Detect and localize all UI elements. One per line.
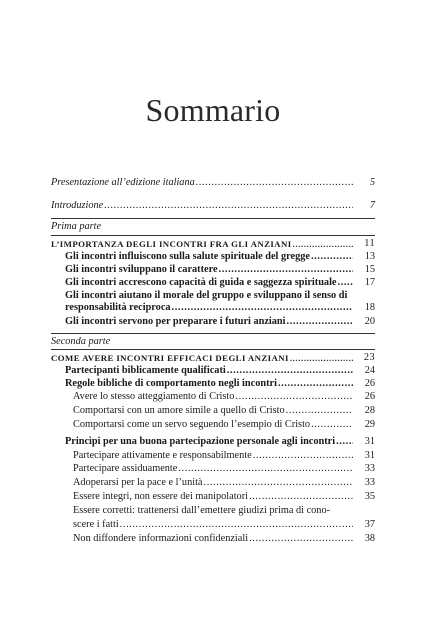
toc-entry-label: Presentazione all’edizione italiana — [51, 177, 195, 188]
toc-entry-label: Avere lo stesso atteggiamento di Cristo — [73, 391, 235, 402]
toc-section-heading[interactable] — [51, 238, 375, 250]
toc-entry-page: 5 — [369, 177, 375, 188]
toc-entry-label: Essere integri, non essere dei manipolatori — [73, 491, 248, 502]
toc-entry-label: Gli incontri accrescono capacità di guida e saggezza spirituale — [65, 277, 337, 288]
toc-entry-page: 20 — [364, 316, 375, 327]
toc-entry-label: Gli incontri sviluppano il carattere — [65, 264, 218, 275]
dot-leader — [178, 463, 353, 475]
toc-entry[interactable] — [65, 436, 375, 448]
toc-entry-page: 35 — [364, 491, 375, 502]
toc-entry-label: Comportarsi come un servo seguendo l’esempio di Cristo — [73, 419, 311, 430]
toc-entry-page: 15 — [364, 264, 375, 275]
toc-entry-label: L’IMPORTANZA DEGLI INCONTRI FRA GLI ANZIANI — [51, 239, 292, 249]
toc-entry-label-line1: Gli incontri aiutano il morale del gruppo e sviluppano il senso di — [65, 290, 348, 301]
toc-entry-introduzione[interactable] — [51, 200, 375, 212]
dot-leader — [249, 533, 353, 545]
toc-entry[interactable] — [65, 277, 375, 289]
toc-entry-label: Regole bibliche di comportamento negli incontri — [65, 378, 277, 389]
dot-leader — [278, 378, 353, 390]
toc-entry-label: Adoperarsi per la pace e l’unità — [73, 477, 203, 488]
toc-entry-page: 26 — [364, 378, 375, 389]
toc-entry-presentazione[interactable] — [51, 177, 375, 189]
dot-leader — [204, 477, 353, 489]
toc-entry[interactable] — [65, 365, 375, 377]
toc-entry-label: Partecipare attivamente e responsabilmente — [73, 450, 252, 461]
toc-subentry[interactable] — [73, 519, 375, 531]
toc-entry-label: Princìpi per una buona partecipazione personale agli incontri — [65, 436, 336, 447]
toc-entry[interactable] — [65, 251, 375, 263]
toc-entry-label: Comportarsi con un amore simile a quello di Cristo — [73, 405, 285, 416]
toc-subentry[interactable] — [73, 450, 375, 462]
toc-subentry[interactable] — [73, 405, 375, 417]
toc-entry-label: scere i fatti — [73, 519, 119, 530]
toc-entry-label: COME AVERE INCONTRI EFFICACI DEGLI ANZIANI — [51, 353, 289, 363]
toc-entry-page: 24 — [364, 365, 375, 376]
toc-entry-page: 38 — [364, 533, 375, 544]
toc-subentry[interactable] — [73, 491, 375, 503]
dot-leader — [287, 316, 353, 328]
toc-entry-page: 13 — [364, 251, 375, 262]
toc-entry-label: Partecipanti biblicamente qualificati — [65, 365, 226, 376]
toc-entry-label: Non diffondere informazioni confidenziali — [73, 533, 249, 544]
dot-leader — [104, 200, 353, 212]
toc-entry-page: 37 — [364, 519, 375, 530]
dot-leader — [196, 177, 353, 189]
toc-section-heading[interactable] — [51, 352, 375, 364]
toc-entry-page: 11 — [364, 238, 375, 249]
toc-entry-page: 23 — [363, 352, 375, 363]
toc-entry-page: 29 — [364, 419, 375, 430]
toc-entry-page: 7 — [369, 200, 375, 211]
toc-entry-page: 28 — [364, 405, 375, 416]
toc-subentry[interactable] — [73, 463, 375, 475]
toc-subentry[interactable] — [73, 419, 375, 431]
part-label: Prima parte — [51, 221, 102, 232]
dot-leader — [253, 450, 353, 462]
toc-entry-label: Introduzione — [51, 200, 104, 211]
toc-entry[interactable] — [65, 316, 375, 328]
dot-leader — [286, 405, 353, 417]
dot-leader — [293, 238, 353, 250]
toc-entry-page: 31 — [364, 450, 375, 461]
dot-leader — [338, 277, 353, 289]
toc-entry-page: 33 — [364, 477, 375, 488]
toc-entry[interactable] — [65, 302, 375, 314]
toc-entry-page: 17 — [364, 277, 375, 288]
dot-leader — [172, 302, 353, 314]
toc-entry-label: Gli incontri servono per preparare i futuri anziani — [65, 316, 286, 327]
toc-entry-page: 31 — [364, 436, 375, 447]
toc-entry-label: responsabilità reciproca — [65, 302, 171, 313]
toc-entry-label: Partecipare assiduamente — [73, 463, 178, 474]
dot-leader — [336, 436, 353, 448]
dot-leader — [227, 365, 353, 377]
dot-leader — [290, 352, 353, 364]
dot-leader — [219, 264, 353, 276]
toc-entry-page: 18 — [364, 302, 375, 313]
toc-subentry[interactable] — [73, 391, 375, 403]
toc-subentry[interactable] — [73, 533, 375, 545]
page-title: Sommario — [145, 92, 281, 128]
divider — [51, 333, 375, 334]
dot-leader — [120, 519, 353, 531]
divider — [51, 349, 375, 350]
toc-subentry[interactable] — [73, 477, 375, 489]
divider — [51, 235, 375, 236]
toc-entry[interactable] — [65, 264, 375, 276]
dot-leader — [249, 491, 353, 503]
toc-entry-label-line1: Essere corretti: trattenersi dall’emettere giudizi prima di cono- — [73, 505, 331, 516]
toc-entry-label: Gli incontri influiscono sulla salute spirituale del gregge — [65, 251, 310, 262]
toc-entry-page: 33 — [364, 463, 375, 474]
dot-leader — [311, 419, 353, 431]
dot-leader — [235, 391, 353, 403]
dot-leader — [311, 251, 353, 263]
part-label: Seconda parte — [51, 336, 111, 347]
toc-entry[interactable] — [65, 378, 375, 390]
toc-entry-page: 26 — [364, 391, 375, 402]
divider — [51, 218, 375, 219]
